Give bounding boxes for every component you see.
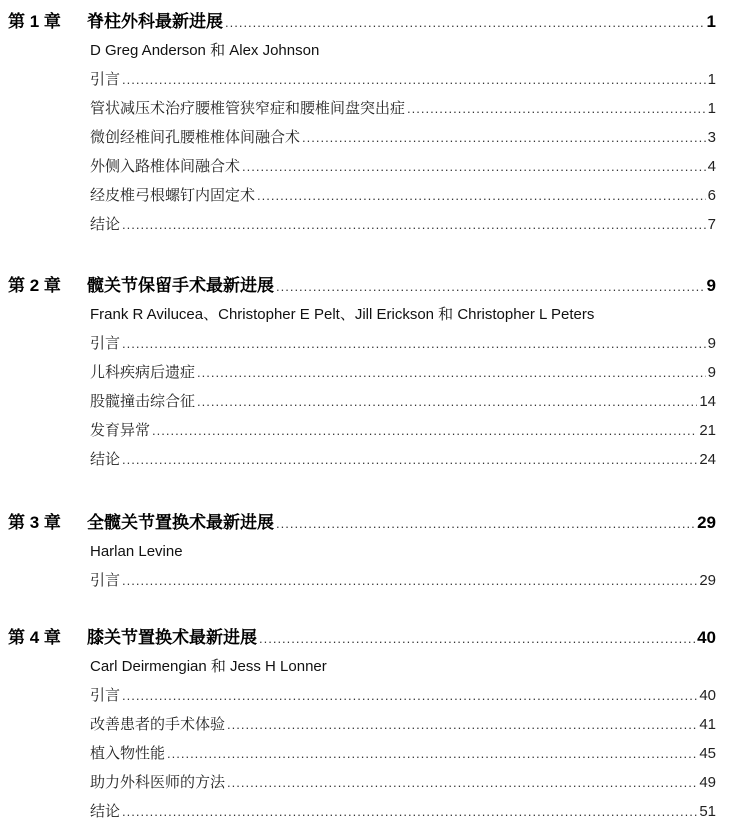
chapter-heading[interactable] — [0, 271, 730, 300]
dot-leader — [276, 272, 705, 301]
entry-title: 引言 — [90, 687, 121, 704]
entry-title: 外侧入路椎体间融合术 — [90, 158, 241, 175]
dot-leader — [257, 181, 706, 210]
dot-leader — [259, 624, 695, 653]
page-number: 4 — [707, 158, 716, 175]
page-number: 9 — [707, 335, 716, 352]
chapter-number: 第 1 章 — [8, 12, 61, 31]
dot-leader — [227, 768, 697, 797]
chapter-number: 第 2 章 — [8, 276, 61, 295]
page-number: 1 — [707, 100, 716, 117]
page-number: 3 — [707, 129, 716, 146]
dot-leader — [197, 387, 697, 416]
dot-leader — [122, 797, 697, 826]
page-number: 9 — [707, 364, 716, 381]
entry-title: 结论 — [90, 803, 121, 820]
chapter-heading[interactable] — [0, 623, 730, 652]
page-number: 29 — [699, 572, 716, 589]
chapter-block — [0, 271, 730, 474]
dot-leader — [122, 566, 697, 595]
chapter-title: 髋关节保留手术最新进展 — [87, 276, 274, 295]
dot-leader — [122, 65, 706, 94]
page-number: 41 — [699, 716, 716, 733]
entry-title: 改善患者的手术体验 — [90, 716, 226, 733]
toc-entry[interactable] — [0, 768, 730, 797]
chapter-heading[interactable] — [0, 7, 730, 36]
toc-entry[interactable] — [0, 566, 730, 595]
toc-entry[interactable] — [0, 329, 730, 358]
toc-entry[interactable] — [0, 681, 730, 710]
dot-leader — [276, 509, 695, 538]
entry-title: 管状减压术治疗腰椎管狭窄症和腰椎间盘突出症 — [90, 100, 406, 117]
dot-leader — [407, 94, 706, 123]
chapter-authors: Carl Deirmengian 和 Jess H Lonner — [90, 658, 327, 675]
chapter-heading[interactable] — [0, 508, 730, 537]
entry-title: 股髋撞击综合征 — [90, 393, 196, 410]
page-number: 1 — [706, 12, 716, 31]
page-number: 1 — [707, 71, 716, 88]
chapter-number: 第 4 章 — [8, 628, 61, 647]
entry-title: 儿科疾病后遗症 — [90, 364, 196, 381]
dot-leader — [197, 358, 706, 387]
chapter-authors: Frank R Avilucea、Christopher E Pelt、Jill Erickson 和 Christopher L Peters — [90, 306, 595, 323]
entry-title: 结论 — [90, 451, 121, 468]
dot-leader — [122, 445, 697, 474]
toc-entry[interactable] — [0, 152, 730, 181]
page-number: 14 — [699, 393, 716, 410]
entry-title: 经皮椎弓根螺钉内固定术 — [90, 187, 256, 204]
dot-leader — [152, 416, 697, 445]
dot-leader — [122, 210, 706, 239]
page-number: 40 — [699, 687, 716, 704]
page-number: 40 — [697, 628, 716, 647]
page-number: 7 — [707, 216, 716, 233]
toc-entry[interactable] — [0, 94, 730, 123]
toc-entry[interactable] — [0, 710, 730, 739]
page-number: 24 — [699, 451, 716, 468]
toc-entry[interactable] — [0, 123, 730, 152]
toc-entry[interactable] — [0, 358, 730, 387]
page-number: 9 — [706, 276, 716, 295]
entry-title: 助力外科医师的方法 — [90, 774, 226, 791]
page-number: 49 — [699, 774, 716, 791]
entry-title: 引言 — [90, 71, 121, 88]
entry-title: 微创经椎间孔腰椎椎体间融合术 — [90, 129, 301, 146]
chapter-authors: D Greg Anderson 和 Alex Johnson — [90, 42, 320, 59]
chapter-title: 全髋关节置换术最新进展 — [87, 513, 274, 532]
chapter-block — [0, 508, 730, 595]
dot-leader — [242, 152, 706, 181]
dot-leader — [122, 329, 706, 358]
toc-entry[interactable] — [0, 65, 730, 94]
toc-entry[interactable] — [0, 739, 730, 768]
entry-title: 植入物性能 — [90, 745, 166, 762]
dot-leader — [225, 8, 705, 37]
chapter-block — [0, 623, 730, 826]
toc-entry[interactable] — [0, 416, 730, 445]
page-number: 6 — [707, 187, 716, 204]
page-number: 51 — [699, 803, 716, 820]
page-number: 21 — [699, 422, 716, 439]
dot-leader — [122, 681, 697, 710]
entry-title: 引言 — [90, 335, 121, 352]
dot-leader — [167, 739, 697, 768]
toc-entry[interactable] — [0, 181, 730, 210]
chapter-title: 膝关节置换术最新进展 — [87, 628, 257, 647]
page-number: 45 — [699, 745, 716, 762]
entry-title: 引言 — [90, 572, 121, 589]
chapter-number: 第 3 章 — [8, 513, 61, 532]
chapter-block — [0, 7, 730, 239]
entry-title: 结论 — [90, 216, 121, 233]
entry-title: 发育异常 — [90, 422, 151, 439]
dot-leader — [302, 123, 706, 152]
chapter-title: 脊柱外科最新进展 — [87, 12, 223, 31]
dot-leader — [227, 710, 697, 739]
toc-entry[interactable] — [0, 387, 730, 416]
chapter-authors: Harlan Levine — [90, 543, 183, 560]
toc-entry[interactable] — [0, 445, 730, 474]
toc-entry[interactable] — [0, 797, 730, 826]
toc-entry[interactable] — [0, 210, 730, 239]
page-number: 29 — [697, 513, 716, 532]
